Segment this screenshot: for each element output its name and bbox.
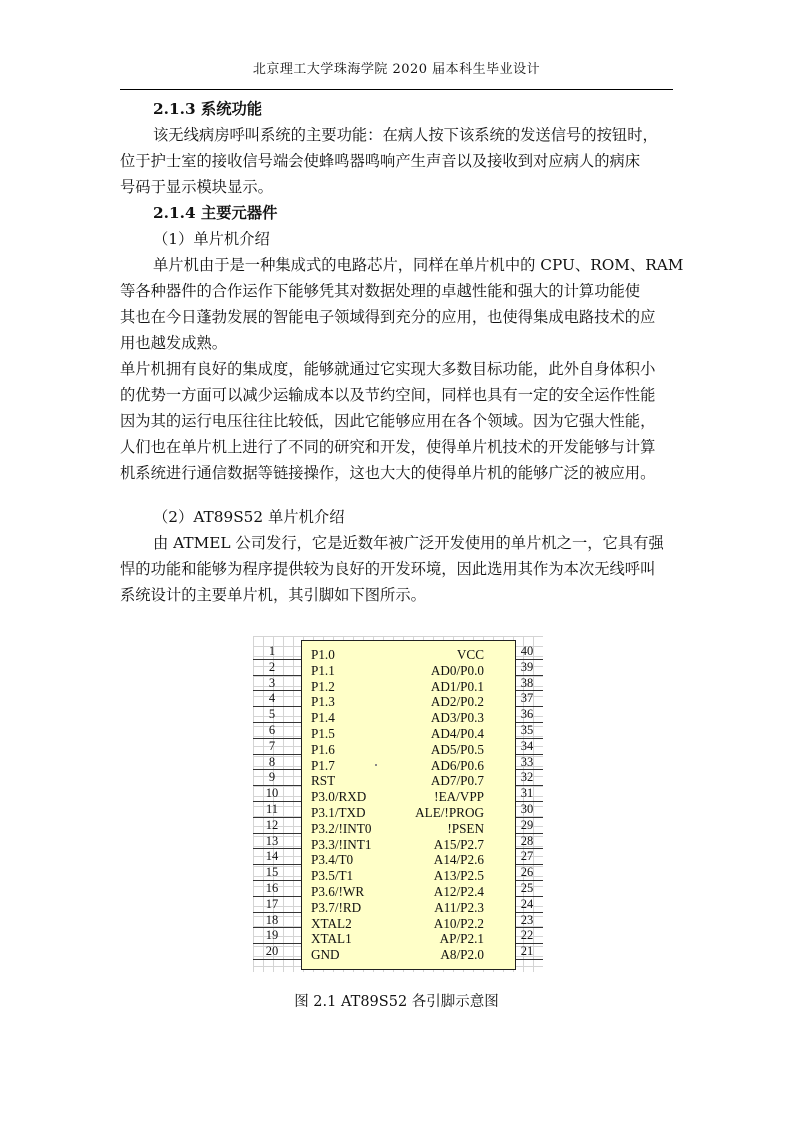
- pin-label: AD3/P0.3: [430, 710, 484, 726]
- pin-number: 21: [520, 944, 534, 959]
- paragraph-system-function: [120, 122, 673, 200]
- pin-label: AD4/P0.4: [430, 726, 484, 741]
- pin-number: 20: [265, 944, 279, 959]
- pin-label: P3.7/!RD: [311, 899, 362, 915]
- pin-label: P1.0: [311, 647, 335, 662]
- pin-number: 34: [520, 738, 534, 753]
- pin-label: A12/P2.4: [433, 884, 484, 899]
- pin-number: 4: [268, 691, 276, 706]
- section-heading-2-1-3: 2.1.3 系统功能: [153, 100, 263, 118]
- pin-number: 31: [520, 786, 534, 801]
- pin-label: XTAL2: [311, 915, 352, 931]
- text-line: 的优势一方面可以减少运输成本以及节约空间，同样也具有一定的安全运作性能: [120, 386, 656, 404]
- pin-number: 35: [520, 723, 534, 737]
- pin-label: P1.3: [311, 694, 335, 710]
- pin-line: [253, 690, 301, 691]
- pin-number: 33: [520, 754, 534, 769]
- pin-label: AD2/P0.2: [430, 694, 484, 710]
- pin-line: [253, 959, 301, 960]
- pin-line: [253, 675, 301, 676]
- paragraph-mcu-integration: [120, 356, 673, 486]
- pin-number: 37: [520, 691, 534, 706]
- pin-label: P3.3/!INT1: [311, 836, 372, 852]
- pin-label: AD0/P0.0: [430, 662, 484, 678]
- pin-label: A11/P2.3: [434, 899, 484, 915]
- pin-line: [253, 769, 301, 770]
- pin-number: 11: [265, 802, 279, 816]
- pin-number: 18: [265, 912, 279, 927]
- text-line: 等各种器件的合作运作下能够凭其对数据处理的卓越性能和强大的计算功能使: [120, 282, 641, 300]
- paragraph-spacer: [120, 486, 673, 504]
- pin-label: AP/P2.1: [439, 931, 484, 947]
- text-line: 由 ATMEL 公司发行，它是近数年被广泛开发使用的单片机之一，它具有强: [153, 534, 664, 552]
- pin-line: [516, 959, 543, 960]
- pin-number: 29: [520, 817, 534, 832]
- pin-number: 5: [268, 707, 276, 722]
- text-line: 因为其的运行电压往往比较低，因此它能够应用在各个领域。因为它强大性能，: [120, 412, 656, 430]
- pin-number: 15: [265, 865, 279, 880]
- paragraph-at89s52-intro: [120, 530, 673, 608]
- pin-number: 12: [265, 817, 279, 832]
- pin-label: P1.6: [311, 741, 335, 757]
- pin-number: 13: [265, 833, 279, 848]
- pin-number: 19: [265, 928, 279, 943]
- pin-label: A14/P2.6: [433, 852, 484, 868]
- pin-label: A10/P2.2: [433, 915, 484, 931]
- pin-number: 25: [520, 881, 534, 895]
- subheading-at89s52-intro: （2）AT89S52 单片机介绍: [153, 508, 345, 526]
- pin-number: 8: [268, 754, 276, 769]
- pin-number: 9: [268, 770, 276, 785]
- at89s52-pin-diagram: [253, 636, 543, 972]
- pin-line: [253, 659, 301, 660]
- pin-label: P1.1: [311, 662, 335, 678]
- pin-label: GND: [311, 947, 340, 963]
- pin-number: 30: [520, 802, 534, 816]
- pin-number: 38: [520, 675, 534, 690]
- pin-number: 6: [268, 723, 276, 737]
- text-line: 位于护士室的接收信号端会使蜂鸣器鸣响产生声音以及接收到对应病人的病床: [120, 152, 641, 170]
- pin-label: P3.4/T0: [311, 852, 354, 868]
- text-line: 人们也在单片机上进行了不同的研究和开发，使得单片机技术的开发能够与计算: [120, 438, 656, 456]
- pin-label: !EA/VPP: [434, 789, 484, 805]
- pin-number: 32: [520, 770, 534, 785]
- paragraph-mcu-intro: [120, 252, 684, 356]
- text-line: 该无线病房呼叫系统的主要功能：在病人按下该系统的发送信号的按钮时，: [153, 126, 658, 144]
- pin-label: AD1/P0.1: [430, 678, 484, 694]
- pin-line: [253, 754, 301, 755]
- pin-number: 7: [268, 738, 276, 753]
- pin-number: 2: [268, 659, 276, 674]
- text-line: 号码于显示模块显示。: [120, 178, 273, 196]
- pin-label: A13/P2.5: [433, 868, 484, 884]
- pin-line: [253, 738, 301, 739]
- pin-label: A15/P2.7: [433, 836, 484, 852]
- pin-number: 27: [520, 849, 534, 864]
- pin-line: [253, 706, 301, 707]
- subheading-mcu-intro: （1）单片机介绍: [153, 230, 270, 248]
- pin-label: AD7/P0.7: [430, 773, 484, 789]
- pin-label: P3.0/RXD: [311, 789, 367, 805]
- text-line: 单片机拥有良好的集成度，能够就通过它实现大多数目标功能，此外自身体积小: [120, 360, 656, 378]
- pin-number: 24: [520, 896, 534, 911]
- text-line: 用也越发成熟。: [120, 334, 228, 352]
- pin-number: 23: [520, 912, 534, 927]
- pin-label: AD6/P0.6: [430, 757, 484, 773]
- pin-number: 17: [265, 896, 279, 911]
- pin-label: XTAL1: [311, 931, 352, 947]
- pin-number: 14: [265, 849, 279, 864]
- pin-number: 28: [520, 833, 534, 848]
- text-line: 单片机由于是一种集成式的电路芯片，同样在单片机中的 CPU、ROM、RAM: [153, 256, 684, 274]
- header-rule: [120, 89, 673, 90]
- pin-label: P3.6/!WR: [311, 884, 365, 899]
- text-line: 其也在今日蓬勃发展的智能电子领域得到充分的应用，也使得集成电路技术的应: [120, 308, 656, 326]
- pin-number: 22: [520, 928, 534, 943]
- text-line: 机系统进行通信数据等链接操作，这也大大的使得单片机的能够广泛的被应用。: [120, 464, 656, 482]
- pin-label: P1.7: [311, 757, 335, 773]
- pin-label: AD5/P0.5: [430, 741, 484, 757]
- pin-number: 16: [265, 881, 279, 895]
- pin-number: 40: [520, 644, 534, 658]
- pin-label: P3.2/!INT0: [311, 820, 372, 836]
- pin-label: VCC: [456, 647, 484, 662]
- pin-number: 10: [265, 786, 279, 801]
- pin-label: P3.1/TXD: [311, 805, 366, 820]
- pin-label: A8/P2.0: [440, 947, 484, 963]
- pin-number: 1: [268, 644, 276, 658]
- page-header: 北京理工大学珠海学院 2020 届本科生毕业设计: [252, 62, 541, 77]
- pin-label: !PSEN: [447, 820, 484, 836]
- pin-number: 36: [520, 707, 534, 722]
- figure-caption: 图 2.1 AT89S52 各引脚示意图: [294, 994, 499, 1010]
- pin-label: P1.2: [311, 678, 335, 694]
- text-line: 系统设计的主要单片机，其引脚如下图所示。: [120, 586, 426, 604]
- section-heading-2-1-4: 2.1.4 主要元器件: [153, 204, 278, 222]
- pin-label: P1.4: [311, 710, 335, 726]
- document-body: [120, 96, 684, 608]
- stray-dot: [375, 764, 377, 766]
- pin-number: 39: [520, 659, 534, 674]
- pin-label: P1.5: [311, 726, 335, 741]
- text-line: 悍的功能和能够为程序提供较为良好的开发环境，因此选用其作为本次无线呼叫: [120, 560, 656, 578]
- pin-label: P3.5/T1: [311, 868, 354, 884]
- pin-number: 3: [268, 675, 276, 690]
- pin-label: RST: [311, 773, 336, 789]
- pin-number: 26: [520, 865, 534, 880]
- pin-line: [253, 722, 301, 723]
- pin-label: ALE/!PROG: [415, 805, 484, 820]
